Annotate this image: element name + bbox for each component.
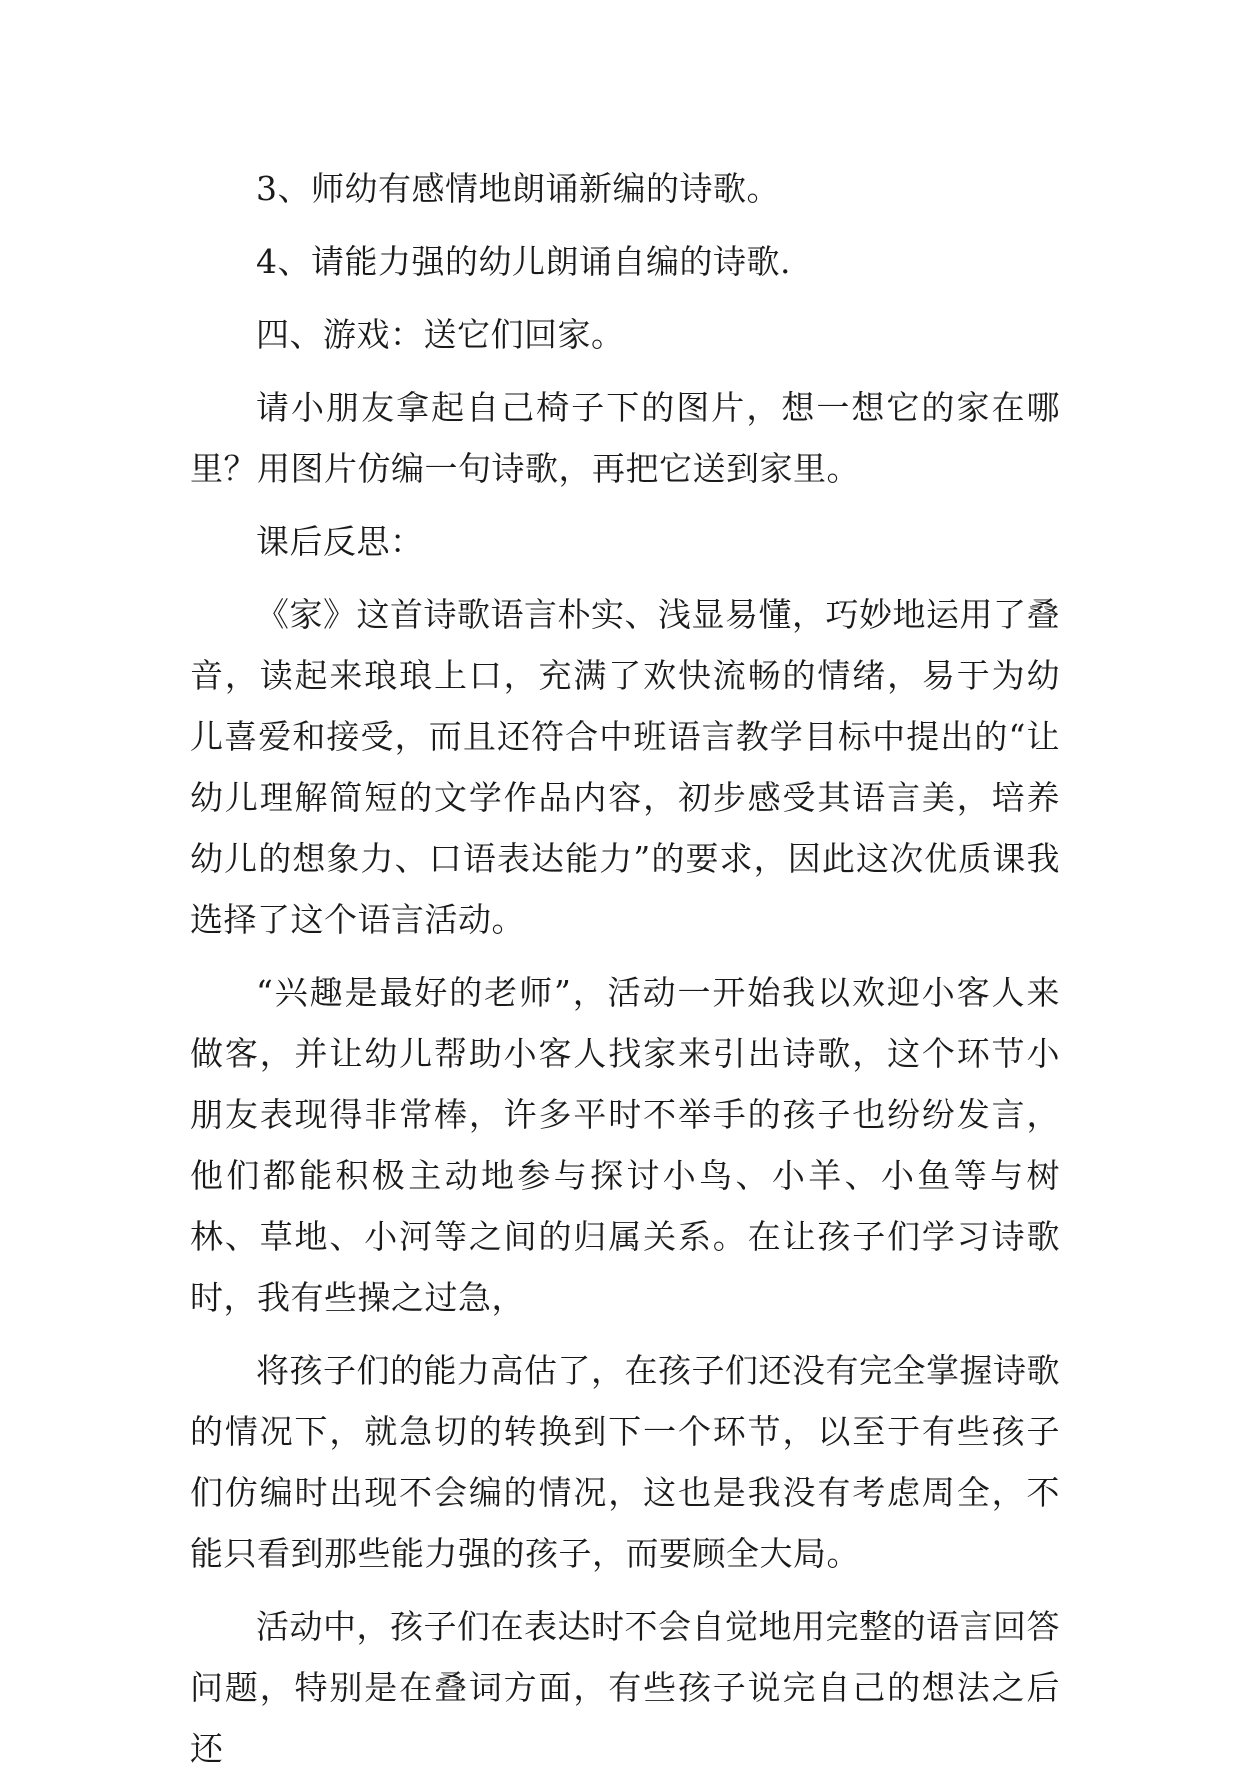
paragraph-reflection-4: 活动中，孩子们在表达时不会自觉地用完整的语言回答问题，特别是在叠词方面，有些孩子说完自己的想法之后还 [190,1607,1060,1768]
paragraph-reflection-1: 《家》这首诗歌语言朴实、浅显易懂，巧妙地运用了叠音，读起来琅琅上口，充满了欢快流畅的情绪，易于为幼儿喜爱和接受，而且还符合中班语言教学目标中提出的“让幼儿理解简短的文学作品内容，初步感受其语言美，培养幼儿的想象力、口语表达能力”的要求，因此这次优质课我选择了这个语言活动。 [190,595,1060,939]
section-heading-game: 四、游戏：送它们回家。 [256,315,625,354]
document-page [190,158,1060,1779]
paragraph-reflection-2: “兴趣是最好的老师”，活动一开始我以欢迎小客人来做客，并让幼儿帮助小客人找家来引出诗歌，这个环节小朋友表现得非常棒，许多平时不举手的孩子也纷纷发言，他们都能积极主动地参与探讨小鸟、小羊、小鱼等与树林、草地、小河等之间的归属关系。在让孩子们学习诗歌时，我有些操之过急， [190,973,1060,1317]
paragraph-step-3: 3、师幼有感情地朗诵新编的诗歌。 [256,169,780,208]
paragraph-game-instructions: 请小朋友拿起自己椅子下的图片，想一想它的家在哪里？用图片仿编一句诗歌，再把它送到家里。 [190,388,1060,488]
paragraph-reflection-3: 将孩子们的能力高估了，在孩子们还没有完全掌握诗歌的情况下，就急切的转换到下一个环节，以至于有些孩子们仿编时出现不会编的情况，这也是我没有考虑周全，不能只看到那些能力强的孩子，而要顾全大局。 [190,1351,1060,1573]
section-heading-reflection: 课后反思： [256,522,424,561]
paragraph-step-4: 4、请能力强的幼儿朗诵自编的诗歌. [256,242,791,281]
